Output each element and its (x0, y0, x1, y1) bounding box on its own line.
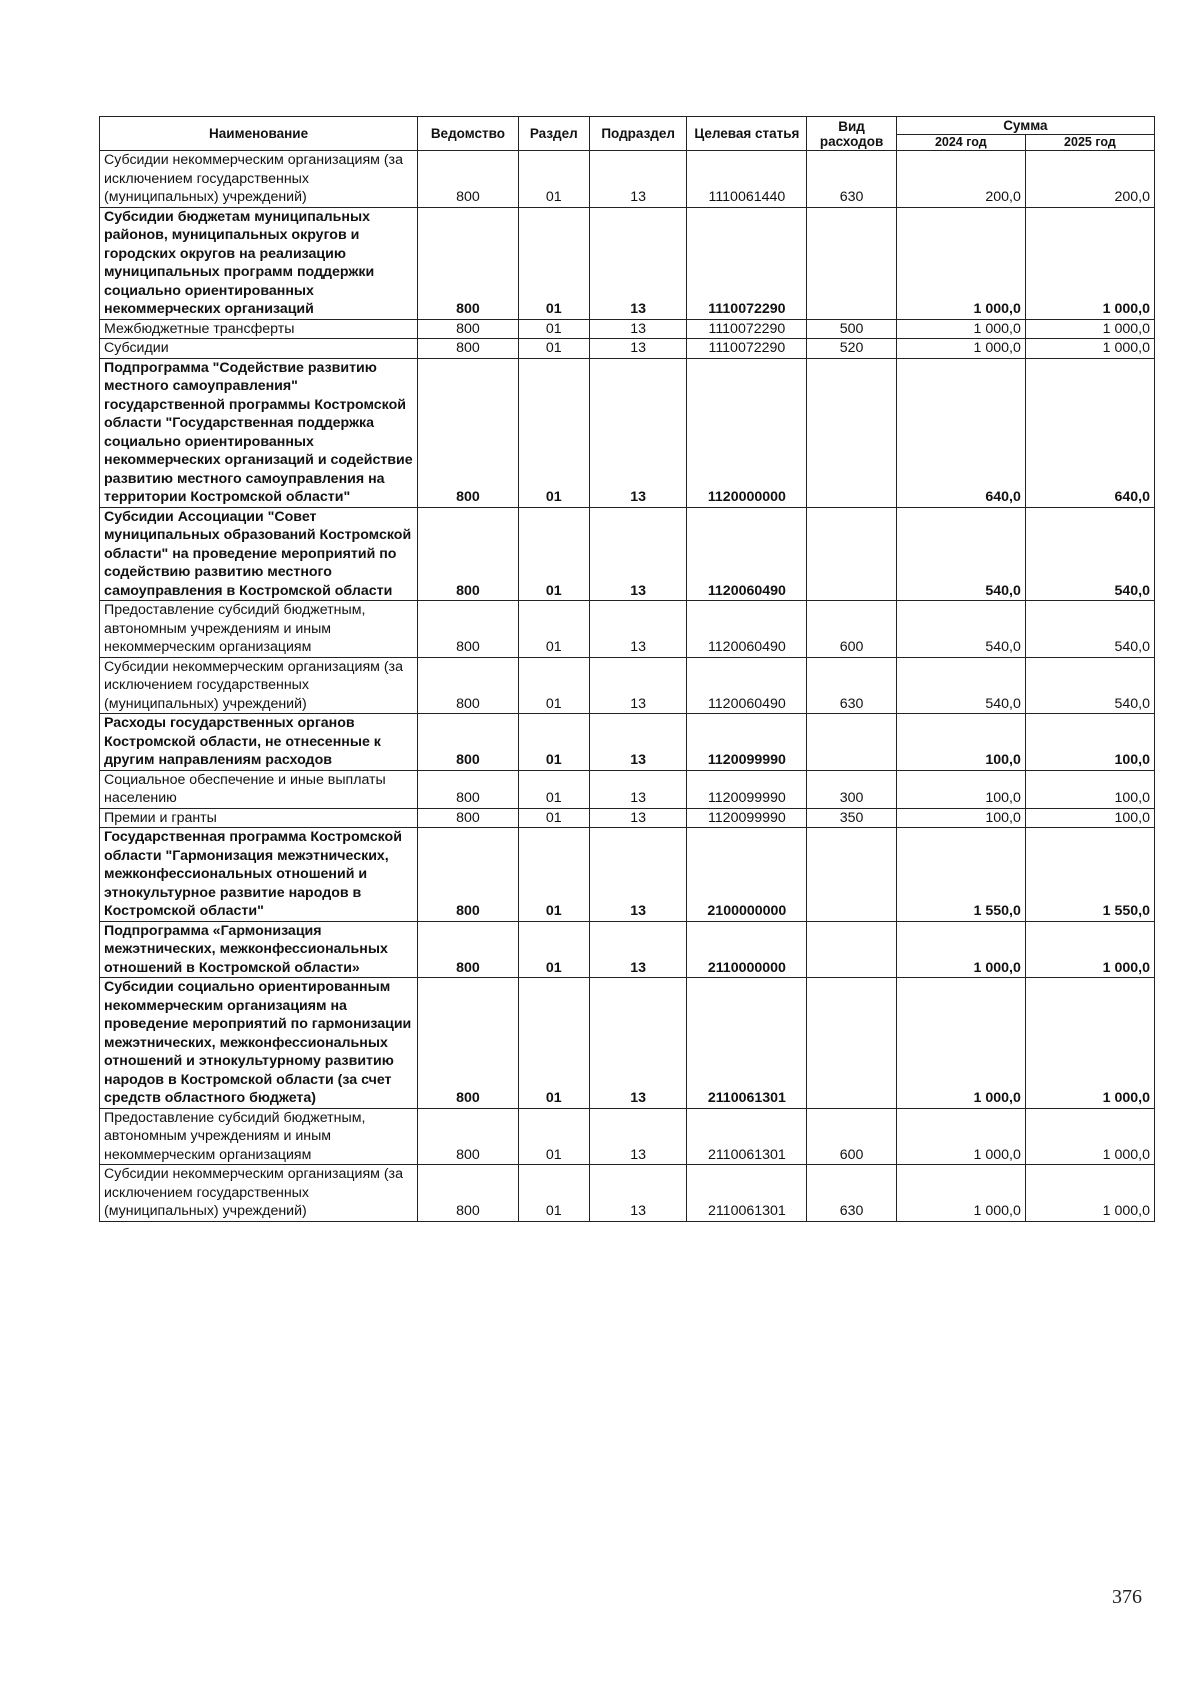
header-tselevaya-statya: Целевая статья (687, 117, 807, 151)
cell-sum-2024: 640,0 (896, 358, 1025, 507)
cell-podrazdel: 13 (589, 714, 687, 771)
cell-podrazdel: 13 (589, 358, 687, 507)
cell-podrazdel: 13 (589, 601, 687, 658)
header-vid-raskhodov: Вид расходов (807, 117, 896, 151)
table-row (100, 1165, 1155, 1222)
cell-vid-raskhodov: 600 (807, 1108, 896, 1165)
table-row (100, 151, 1155, 208)
cell-tselevaya-statya: 1120099990 (687, 714, 807, 771)
cell-razdel: 01 (518, 978, 589, 1109)
cell-sum-2025: 1 000,0 (1025, 921, 1154, 978)
cell-vid-raskhodov: 600 (807, 601, 896, 658)
page-number: 376 (1112, 1586, 1142, 1608)
cell-sum-2025: 1 000,0 (1025, 319, 1154, 339)
cell-razdel: 01 (518, 1108, 589, 1165)
cell-tselevaya-statya: 1120060490 (687, 601, 807, 658)
table-row (100, 1108, 1155, 1165)
cell-tselevaya-statya: 1120060490 (687, 507, 807, 601)
cell-sum-2024: 1 000,0 (896, 319, 1025, 339)
cell-vedomstvo: 800 (418, 978, 519, 1109)
cell-sum-2025: 100,0 (1025, 808, 1154, 828)
cell-sum-2024: 1 000,0 (896, 921, 1025, 978)
table-row (100, 207, 1155, 319)
table-row (100, 601, 1155, 658)
cell-vid-raskhodov: 350 (807, 808, 896, 828)
table-row (100, 507, 1155, 601)
cell-vedomstvo: 800 (418, 770, 519, 808)
cell-name: Субсидии некоммерческим организациям (за исключением государственных (муниципальных) учреждений) (100, 657, 418, 714)
cell-sum-2025: 100,0 (1025, 770, 1154, 808)
table-body (100, 151, 1155, 1222)
cell-vedomstvo: 800 (418, 207, 519, 319)
cell-podrazdel: 13 (589, 151, 687, 208)
cell-razdel: 01 (518, 601, 589, 658)
table-row (100, 808, 1155, 828)
cell-podrazdel: 13 (589, 921, 687, 978)
table-row (100, 657, 1155, 714)
cell-podrazdel: 13 (589, 507, 687, 601)
cell-sum-2024: 1 000,0 (896, 339, 1025, 359)
cell-sum-2025: 540,0 (1025, 507, 1154, 601)
header-name: Наименование (100, 117, 418, 151)
cell-razdel: 01 (518, 207, 589, 319)
cell-razdel: 01 (518, 507, 589, 601)
cell-sum-2024: 100,0 (896, 808, 1025, 828)
cell-sum-2025: 1 000,0 (1025, 339, 1154, 359)
table-row (100, 714, 1155, 771)
cell-name: Субсидии некоммерческим организациям (за исключением государственных (муниципальных) учреждений) (100, 151, 418, 208)
cell-sum-2024: 1 000,0 (896, 1165, 1025, 1222)
cell-name: Предоставление субсидий бюджетным, автономным учреждениям и иным некоммерческим организациям (100, 1108, 418, 1165)
cell-name: Государственная программа Костромской области "Гармонизация межэтнических, межконфессиональных отношений и этнокультурное развитие народов в Костромской области" (100, 828, 418, 922)
cell-sum-2025: 540,0 (1025, 657, 1154, 714)
header-razdel: Раздел (518, 117, 589, 151)
cell-razdel: 01 (518, 921, 589, 978)
cell-tselevaya-statya: 1120099990 (687, 808, 807, 828)
cell-razdel: 01 (518, 808, 589, 828)
cell-vedomstvo: 800 (418, 507, 519, 601)
header-year-2025: 2025 год (1025, 135, 1154, 151)
cell-sum-2025: 1 000,0 (1025, 1108, 1154, 1165)
cell-vedomstvo: 800 (418, 1108, 519, 1165)
cell-vid-raskhodov (807, 921, 896, 978)
cell-tselevaya-statya: 2100000000 (687, 828, 807, 922)
cell-sum-2024: 540,0 (896, 601, 1025, 658)
cell-podrazdel: 13 (589, 978, 687, 1109)
cell-podrazdel: 13 (589, 770, 687, 808)
cell-name: Субсидии социально ориентированным некоммерческим организациям на проведение мероприятий по гармонизации межэтнических, межконфессиональных отношений и этнокультурному развитию народов в Костромской области (за счет средств областного бюджета) (100, 978, 418, 1109)
cell-sum-2025: 1 000,0 (1025, 1165, 1154, 1222)
cell-tselevaya-statya: 2110061301 (687, 1108, 807, 1165)
cell-name: Социальное обеспечение и иные выплаты населению (100, 770, 418, 808)
cell-name: Субсидии бюджетам муниципальных районов, муниципальных округов и городских округов на реализацию муниципальных программ поддержки социально ориентированных некоммерческих организаций (100, 207, 418, 319)
cell-tselevaya-statya: 2110061301 (687, 1165, 807, 1222)
table-row (100, 319, 1155, 339)
budget-table (99, 116, 1155, 1222)
cell-vid-raskhodov: 630 (807, 657, 896, 714)
cell-razdel: 01 (518, 339, 589, 359)
cell-sum-2025: 200,0 (1025, 151, 1154, 208)
cell-vedomstvo: 800 (418, 601, 519, 658)
cell-name: Расходы государственных органов Костромской области, не отнесенные к другим направлениям расходов (100, 714, 418, 771)
cell-tselevaya-statya: 1110061440 (687, 151, 807, 208)
cell-vedomstvo: 800 (418, 151, 519, 208)
cell-vedomstvo: 800 (418, 358, 519, 507)
table-row (100, 828, 1155, 922)
header-summa: Сумма (896, 117, 1154, 135)
cell-name: Субсидии Ассоциации "Совет муниципальных образований Костромской области" на проведение мероприятий по содействию развитию местного самоуправления в Костромской области (100, 507, 418, 601)
cell-vedomstvo: 800 (418, 714, 519, 771)
cell-sum-2024: 1 000,0 (896, 978, 1025, 1109)
cell-podrazdel: 13 (589, 657, 687, 714)
cell-tselevaya-statya: 1120060490 (687, 657, 807, 714)
cell-sum-2024: 540,0 (896, 657, 1025, 714)
cell-tselevaya-statya: 2110061301 (687, 978, 807, 1109)
cell-vid-raskhodov (807, 207, 896, 319)
cell-vid-raskhodov (807, 828, 896, 922)
cell-vedomstvo: 800 (418, 657, 519, 714)
cell-vedomstvo: 800 (418, 808, 519, 828)
cell-podrazdel: 13 (589, 1165, 687, 1222)
cell-sum-2024: 100,0 (896, 714, 1025, 771)
cell-razdel: 01 (518, 1165, 589, 1222)
cell-name: Подпрограмма «Гармонизация межэтнических, межконфессиональных отношений в Костромской области» (100, 921, 418, 978)
cell-vedomstvo: 800 (418, 921, 519, 978)
cell-tselevaya-statya: 1120099990 (687, 770, 807, 808)
cell-razdel: 01 (518, 358, 589, 507)
cell-sum-2024: 200,0 (896, 151, 1025, 208)
cell-razdel: 01 (518, 657, 589, 714)
cell-podrazdel: 13 (589, 207, 687, 319)
cell-razdel: 01 (518, 319, 589, 339)
cell-name: Межбюджетные трансферты (100, 319, 418, 339)
table-row (100, 358, 1155, 507)
cell-sum-2025: 1 000,0 (1025, 207, 1154, 319)
cell-vid-raskhodov: 630 (807, 1165, 896, 1222)
table-row (100, 770, 1155, 808)
cell-razdel: 01 (518, 151, 589, 208)
cell-sum-2025: 100,0 (1025, 714, 1154, 771)
cell-name: Подпрограмма "Содействие развитию местного самоуправления" государственной программы Костромской области "Государственная поддержка социально ориентированных некоммерческих организаций и содействие развитию местного самоуправления на территории Костромской области" (100, 358, 418, 507)
cell-vid-raskhodov: 500 (807, 319, 896, 339)
cell-tselevaya-statya: 1110072290 (687, 207, 807, 319)
cell-tselevaya-statya: 1110072290 (687, 339, 807, 359)
table-row (100, 921, 1155, 978)
table-row (100, 339, 1155, 359)
cell-razdel: 01 (518, 714, 589, 771)
cell-sum-2024: 1 550,0 (896, 828, 1025, 922)
cell-tselevaya-statya: 1110072290 (687, 319, 807, 339)
cell-sum-2025: 1 550,0 (1025, 828, 1154, 922)
cell-razdel: 01 (518, 770, 589, 808)
cell-podrazdel: 13 (589, 1108, 687, 1165)
cell-vid-raskhodov (807, 358, 896, 507)
cell-sum-2025: 540,0 (1025, 601, 1154, 658)
cell-vid-raskhodov (807, 978, 896, 1109)
cell-tselevaya-statya: 1120000000 (687, 358, 807, 507)
header-year-2024: 2024 год (896, 135, 1025, 151)
cell-sum-2025: 1 000,0 (1025, 978, 1154, 1109)
cell-podrazdel: 13 (589, 319, 687, 339)
cell-name: Субсидии некоммерческим организациям (за исключением государственных (муниципальных) учреждений) (100, 1165, 418, 1222)
cell-vedomstvo: 800 (418, 1165, 519, 1222)
cell-sum-2025: 640,0 (1025, 358, 1154, 507)
cell-vid-raskhodov: 630 (807, 151, 896, 208)
cell-name: Премии и гранты (100, 808, 418, 828)
cell-name: Субсидии (100, 339, 418, 359)
cell-podrazdel: 13 (589, 808, 687, 828)
header-podrazdel: Подраздел (589, 117, 687, 151)
cell-sum-2024: 1 000,0 (896, 1108, 1025, 1165)
table-row (100, 978, 1155, 1109)
cell-tselevaya-statya: 2110000000 (687, 921, 807, 978)
cell-sum-2024: 540,0 (896, 507, 1025, 601)
cell-vedomstvo: 800 (418, 828, 519, 922)
cell-podrazdel: 13 (589, 339, 687, 359)
cell-podrazdel: 13 (589, 828, 687, 922)
cell-vedomstvo: 800 (418, 339, 519, 359)
cell-razdel: 01 (518, 828, 589, 922)
cell-vid-raskhodov (807, 714, 896, 771)
cell-vid-raskhodov: 520 (807, 339, 896, 359)
cell-vid-raskhodov: 300 (807, 770, 896, 808)
header-vedomstvo: Ведомство (418, 117, 519, 151)
cell-sum-2024: 1 000,0 (896, 207, 1025, 319)
cell-name: Предоставление субсидий бюджетным, автономным учреждениям и иным некоммерческим организациям (100, 601, 418, 658)
cell-vedomstvo: 800 (418, 319, 519, 339)
cell-sum-2024: 100,0 (896, 770, 1025, 808)
cell-vid-raskhodov (807, 507, 896, 601)
